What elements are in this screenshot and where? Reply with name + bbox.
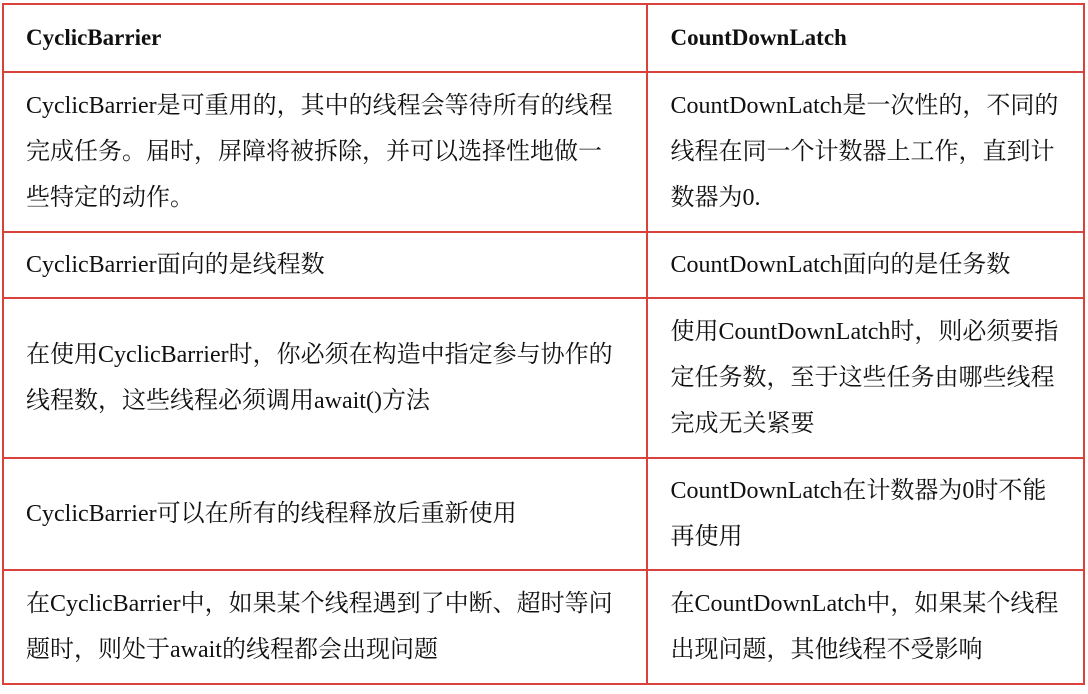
cell-cyclicbarrier bbox=[3, 570, 647, 684]
table-row bbox=[3, 72, 1084, 232]
cell-text: CyclicBarrier是可重用的，其中的线程会等待所有的线程完成任务。届时，屏障将被拆除，并可以选择性地做一些特定的动作。 bbox=[26, 93, 613, 211]
header-cell-cyclicbarrier: CyclicBarrier bbox=[3, 4, 647, 72]
table-row bbox=[3, 458, 1084, 570]
cell-text: CountDownLatch是一次性的，不同的线程在同一个计数器上工作，直到计数器为0. bbox=[670, 93, 1059, 211]
cell-text: 在CyclicBarrier中，如果某个线程遇到了中断、超时等问题时，则处于await的线程都会出现问题 bbox=[26, 591, 613, 663]
cell-text: CyclicBarrier可以在所有的线程释放后重新使用 bbox=[26, 501, 517, 527]
table-row bbox=[3, 570, 1084, 684]
cell-text: 在CountDownLatch中，如果某个线程出现问题，其他线程不受影响 bbox=[670, 591, 1059, 663]
cell-cyclicbarrier bbox=[3, 72, 647, 232]
cell-text: CountDownLatch在计数器为0时不能再使用 bbox=[670, 478, 1047, 550]
cell-cyclicbarrier bbox=[3, 458, 647, 570]
cell-countdownlatch bbox=[647, 458, 1084, 570]
header-cell-countdownlatch: CountDownLatch bbox=[647, 4, 1084, 72]
cell-countdownlatch bbox=[647, 570, 1084, 684]
comparison-table bbox=[2, 3, 1085, 685]
cell-countdownlatch bbox=[647, 232, 1084, 298]
cell-text: 使用CountDownLatch时，则必须要指定任务数，至于这些任务由哪些线程完成无关紧要 bbox=[670, 319, 1059, 437]
cell-countdownlatch bbox=[647, 298, 1084, 458]
cell-countdownlatch bbox=[647, 72, 1084, 232]
cell-cyclicbarrier bbox=[3, 298, 647, 458]
table-row bbox=[3, 232, 1084, 298]
cell-cyclicbarrier bbox=[3, 232, 647, 298]
cell-text: CyclicBarrier面向的是线程数 bbox=[26, 252, 325, 278]
header-row bbox=[3, 4, 1084, 72]
table-row bbox=[3, 298, 1084, 458]
cell-text: CountDownLatch面向的是任务数 bbox=[670, 252, 1011, 278]
cell-text: 在使用CyclicBarrier时，你必须在构造中指定参与协作的线程数，这些线程必须调用await()方法 bbox=[26, 342, 613, 414]
